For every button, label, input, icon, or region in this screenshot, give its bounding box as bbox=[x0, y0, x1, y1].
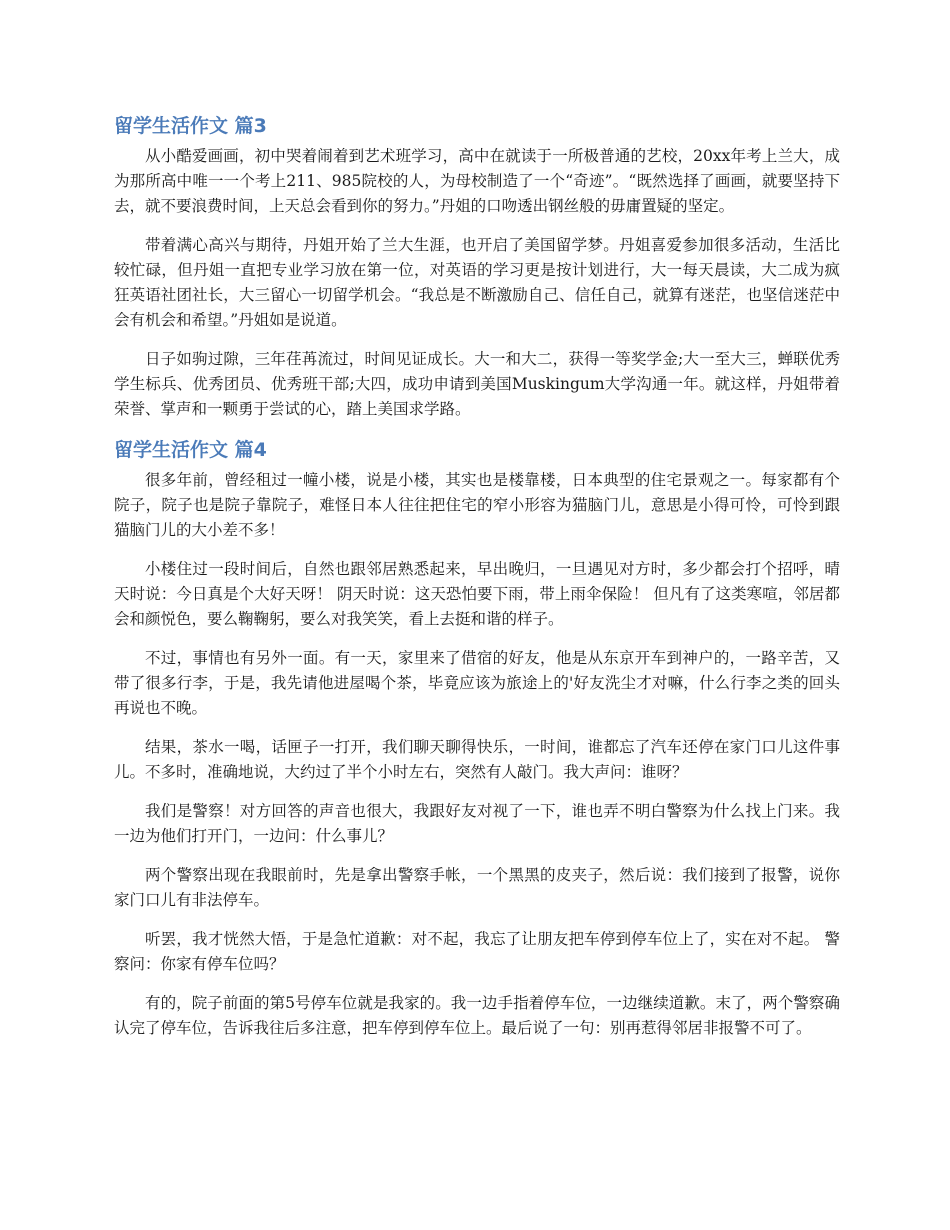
section-title-4: 留学生活作文 篇4 bbox=[114, 439, 267, 461]
paragraph: 我们是警察！对方回答的声音也很大，我跟好友对视了一下，谁也弄不明白警察为什么找上门来。我一边为他们打开门，一边问：什么事儿？ bbox=[114, 802, 840, 845]
paragraph: 听罢，我才恍然大悟，于是急忙道歉：对不起，我忘了让朋友把车停到停车位上了，实在对不起。 警察问：你家有停车位吗？ bbox=[114, 930, 840, 973]
paragraph: 很多年前，曾经租过一幢小楼，说是小楼，其实也是楼靠楼，日本典型的住宅景观之一。每家都有个院子，院子也是院子靠院子，难怪日本人往往把住宅的窄小形容为猫脑门儿，意思是小得可怜，可怜到跟猫脑门儿的大小差不多！ bbox=[114, 471, 840, 539]
paragraph: 从小酷爱画画，初中哭着闹着到艺术班学习，高中在就读于一所极普通的艺校，20xx年考上兰大，成为那所高中唯一一个考上211、985院校的人，为母校制造了一个“奇迹”。“既然选择了画画，就要坚持下去，就不要浪费时间，上天总会看到你的努力。”丹姐的口吻透出钢丝般的毋庸置疑的坚定。 bbox=[114, 147, 840, 215]
paragraph: 小楼住过一段时间后，自然也跟邻居熟悉起来，早出晚归，一旦遇见对方时，多少都会打个招呼，晴天时说：今日真是个大好天呀！ 阴天时说：这天恐怕要下雨，带上雨伞保险！ 但凡有了这类寒喧，邻居都会和颜悦色，要么鞠鞠躬，要么对我笑笑，看上去挺和谐的样子。 bbox=[114, 560, 840, 628]
paragraph: 有的，院子前面的第5号停车位就是我家的。我一边手指着停车位，一边继续道歉。末了，两个警察确认完了停车位，告诉我往后多注意，把车停到停车位上。最后说了一句：别再惹得邻居非报警不可了。 bbox=[114, 994, 840, 1037]
paragraph: 不过，事情也有另外一面。有一天，家里来了借宿的好友，他是从东京开车到神户的，一路辛苦，又带了很多行李，于是，我先请他进屋喝个茶，毕竟应该为旅途上的'好友洗尘才对嘛，什么行李之类的回头再说也不晚。 bbox=[114, 649, 840, 717]
paragraph: 日子如驹过隙，三年荏苒流过，时间见证成长。大一和大二，获得一等奖学金;大一至大三，蝉联优秀学生标兵、优秀团员、优秀班干部;大四，成功申请到美国Muskingum大学沟通一年。就这样，丹姐带着荣誉、掌声和一颗勇于尝试的心，踏上美国求学路。 bbox=[114, 350, 840, 418]
document-page bbox=[114, 112, 840, 1055]
paragraph: 带着满心高兴与期待，丹姐开始了兰大生涯，也开启了美国留学梦。丹姐喜爱参加很多活动，生活比较忙碌，但丹姐一直把专业学习放在第一位，对英语的学习更是按计划进行，大一每天晨读，大二成为疯狂英语社团社长，大三留心一切留学机会。“我总是不断激励自己、信任自己，就算有迷茫，也坚信迷茫中会有机会和希望。”丹姐如是说道。 bbox=[114, 236, 840, 329]
paragraph: 结果，茶水一喝，话匣子一打开，我们聊天聊得快乐，一时间，谁都忘了汽车还停在家门口儿这件事儿。不多时，准确地说，大约过了半个小时左右，突然有人敲门。我大声问：谁呀？ bbox=[114, 738, 840, 781]
paragraph: 两个警察出现在我眼前时，先是拿出警察手帐，一个黑黑的皮夹子，然后说：我们接到了报警，说你家门口儿有非法停车。 bbox=[114, 866, 840, 909]
section-title-3: 留学生活作文 篇3 bbox=[114, 115, 267, 137]
